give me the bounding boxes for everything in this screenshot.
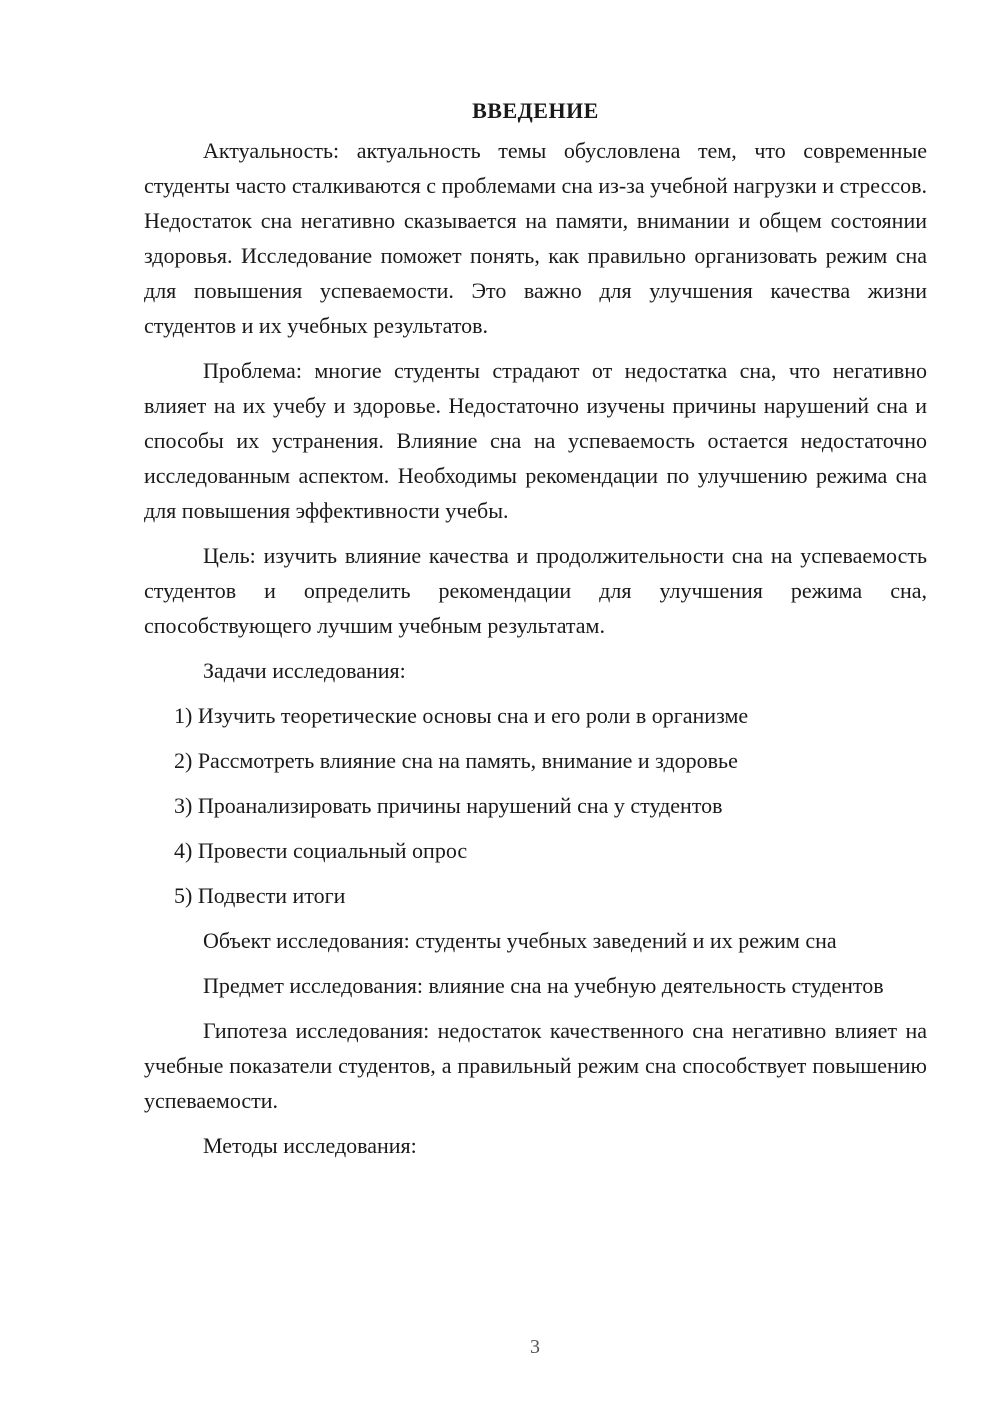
list-item-task: 3) Проанализировать причины нарушений сна у студентов [174,793,723,818]
paragraph-problem: Проблема: многие студенты страдают от недостатка сна, что негативно влияет на их учебу и здоровье. Недостаточно изучены причины нарушений сна и способы их устранения. Влияние сна на успеваемость остается недостаточно исследованным аспектом. Необходимы рекомендации по улучшению режима сна для повышения эффективности учебы. [144,358,927,523]
list-item-task: 2) Рассмотреть влияние сна на память, внимание и здоровье [174,748,738,773]
tasks-list [144,698,927,913]
paragraph-relevance: Актуальность: актуальность темы обусловлена тем, что современные студенты часто сталкиваются с проблемами сна из-за учебной нагрузки и стрессов. Недостаток сна негативно сказывается на памяти, внимании и общем состоянии здоровья. Исследование поможет понять, как правильно организовать режим сна для повышения успеваемости. Это важно для улучшения качества жизни студентов и их учебных результатов. [144,138,927,338]
list-item-task: 1) Изучить теоретические основы сна и его роли в организме [174,703,749,728]
section-title: ВВЕДЕНИЕ [472,98,599,123]
list-item-task: 4) Провести социальный опрос [174,838,468,863]
methods-heading: Методы исследования: [203,1133,417,1158]
paragraph-hypothesis: Гипотеза исследования: недостаток качественного сна негативно влияет на учебные показатели студентов, а правильный режим сна способствует повышению успеваемости. [144,1018,927,1113]
list-item-task: 5) Подвести итоги [174,883,346,908]
page-number: 3 [530,1336,540,1358]
tasks-heading: Задачи исследования: [203,658,406,683]
page-content [144,93,927,1173]
paragraph-subject: Предмет исследования: влияние сна на учебную деятельность студентов [203,973,884,998]
paragraph-object: Объект исследования: студенты учебных заведений и их режим сна [203,928,837,953]
paragraph-goal: Цель: изучить влияние качества и продолжительности сна на успеваемость студентов и определить рекомендации для улучшения режима сна, способствующего лучшим учебным результатам. [144,543,927,638]
